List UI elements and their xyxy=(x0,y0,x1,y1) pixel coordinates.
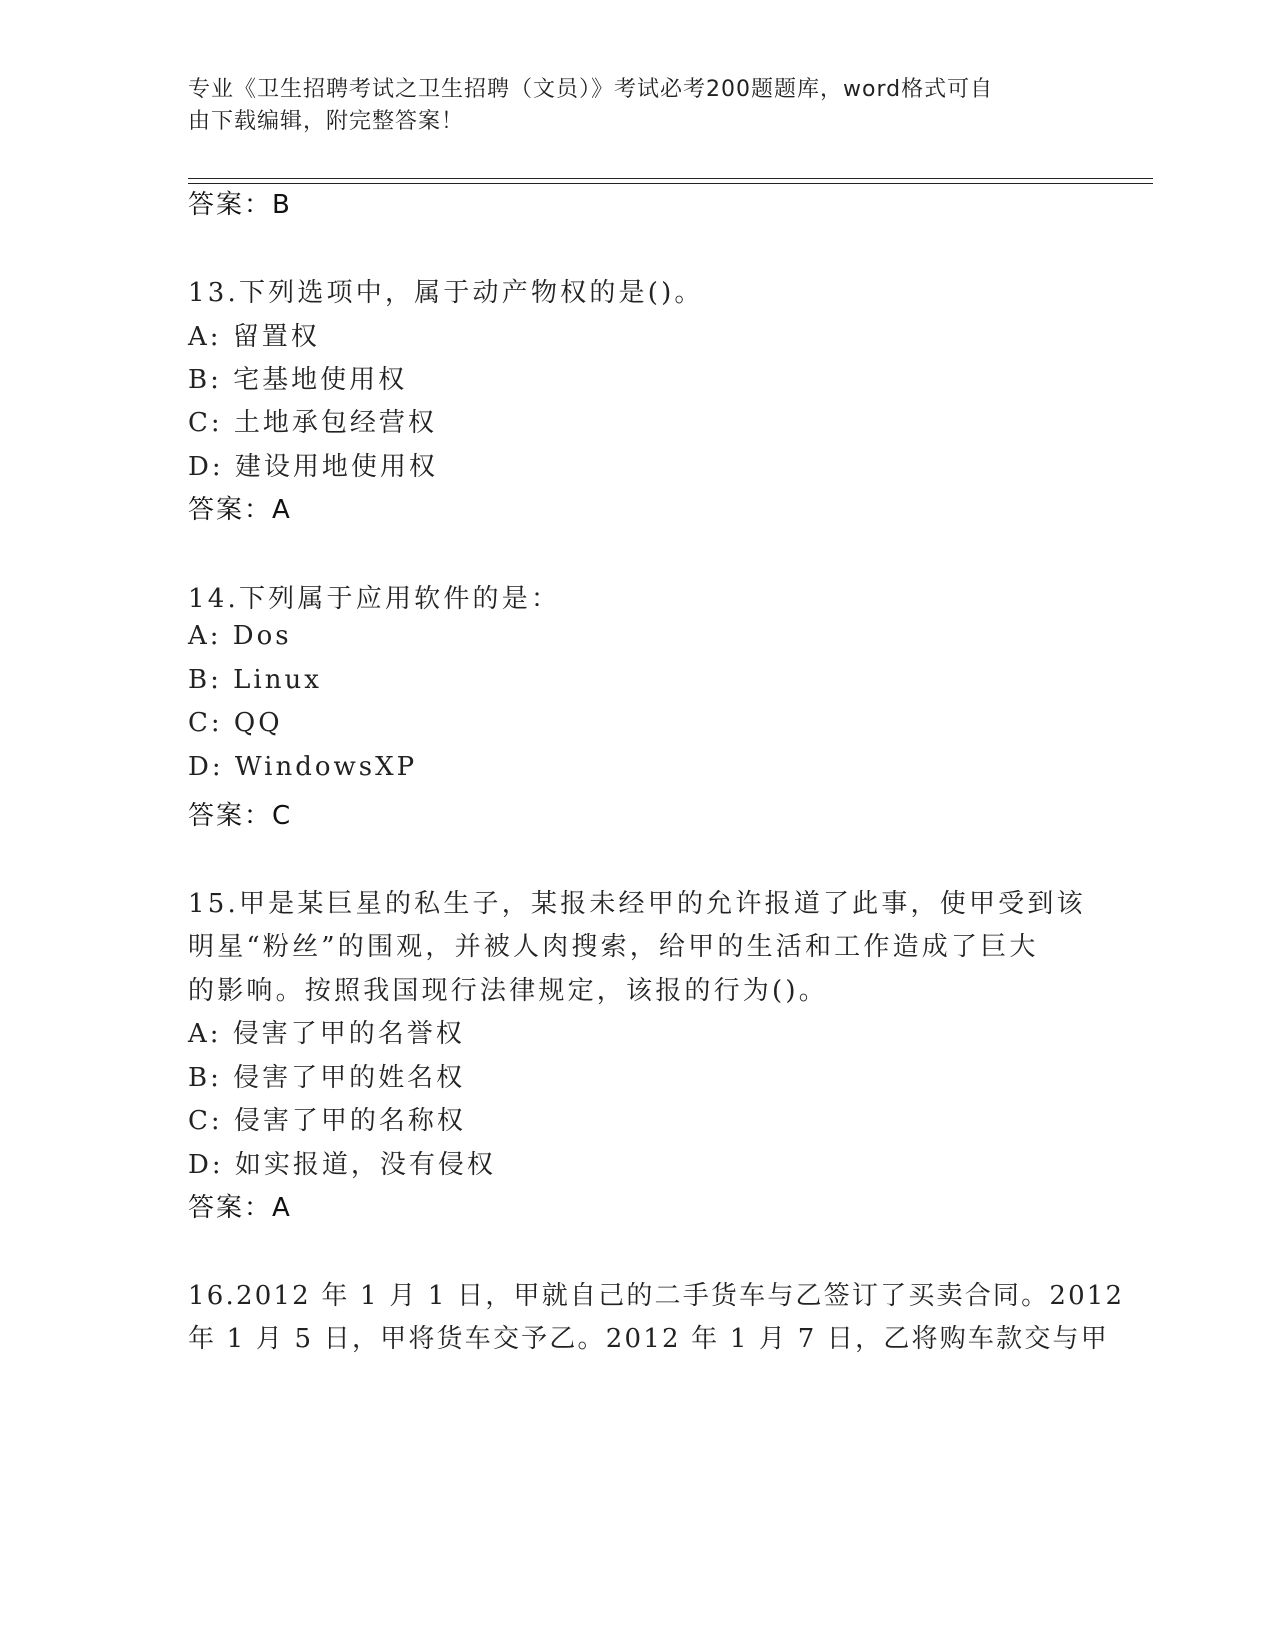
question-14-option-c: C: QQ xyxy=(188,708,283,738)
question-14-option-b: B: Linux xyxy=(188,665,322,695)
header-line-2: 由下载编辑，附完整答案！ xyxy=(188,109,465,134)
question-13-option-d: D: 建设用地使用权 xyxy=(188,452,438,482)
question-15-stem-line-2: 明星“粉丝”的围观，并被人肉搜索，给甲的生活和工作造成了巨大 xyxy=(188,932,1039,962)
question-14-option-d: D: WindowsXP xyxy=(188,752,418,782)
question-14-option-a: A: Dos xyxy=(188,621,292,651)
question-15-stem-line-3: 的影响。按照我国现行法律规定，该报的行为()。 xyxy=(188,976,828,1006)
header-line-1: 专业《卫生招聘考试之卫生招聘（文员）》考试必考200题题库，word格式可自 xyxy=(188,77,994,102)
question-13-option-a: A: 留置权 xyxy=(188,322,320,352)
question-15-option-b: B: 侵害了甲的姓名权 xyxy=(188,1063,466,1093)
question-13-stem: 13.下列选项中，属于动产物权的是()。 xyxy=(188,278,704,308)
header-rule-bottom xyxy=(188,183,1153,184)
header-rule-top xyxy=(188,178,1153,179)
question-15-option-c: C: 侵害了甲的名称权 xyxy=(188,1106,466,1136)
question-15-stem-line-1: 15.甲是某巨星的私生子，某报未经甲的允许报道了此事，使甲受到该 xyxy=(188,889,1086,919)
question-14-stem: 14.下列属于应用软件的是： xyxy=(188,584,561,614)
answer-12: 答案：B xyxy=(188,190,292,220)
question-15-option-a: A: 侵害了甲的名誉权 xyxy=(188,1019,465,1049)
answer-15: 答案：A xyxy=(188,1193,292,1223)
question-16-stem-line-1: 16.2012 年 1 月 1 日，甲就自己的二手货车与乙签订了买卖合同。2012 xyxy=(188,1281,1125,1311)
question-13-option-c: C: 土地承包经营权 xyxy=(188,408,437,438)
question-13-option-b: B: 宅基地使用权 xyxy=(188,365,408,395)
question-15-option-d: D: 如实报道，没有侵权 xyxy=(188,1150,496,1180)
question-16-stem-line-2: 年 1 月 5 日，甲将货车交予乙。2012 年 1 月 7 日，乙将购车款交与甲 xyxy=(188,1324,1109,1354)
document-header xyxy=(188,74,1068,138)
answer-14: 答案：C xyxy=(188,801,293,831)
answer-13: 答案：A xyxy=(188,495,292,525)
